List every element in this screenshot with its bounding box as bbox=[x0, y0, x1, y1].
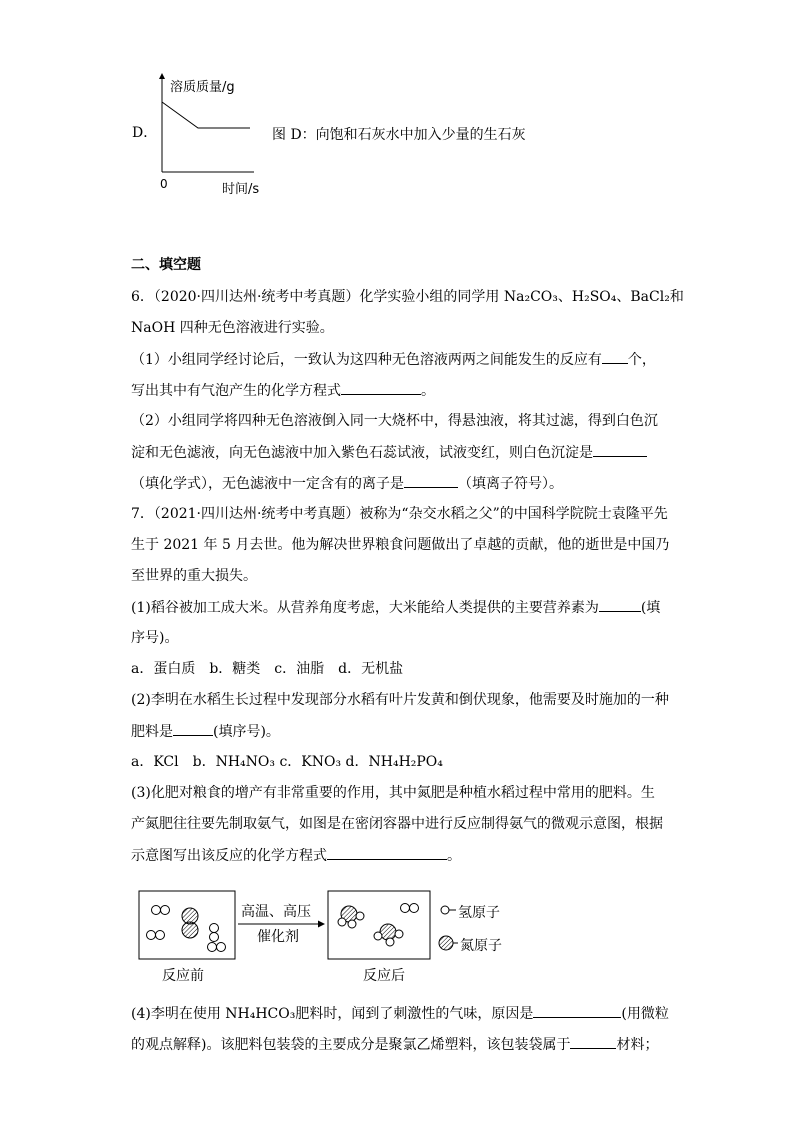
q7-p2c: (填序号)。 bbox=[213, 724, 280, 740]
q7-part2-line2 bbox=[131, 721, 280, 742]
after-label: 反应后 bbox=[363, 968, 405, 984]
q7-p4b: (用微粒 bbox=[621, 1006, 669, 1022]
before-h2-molecule-3 bbox=[210, 924, 219, 942]
before-h2-molecule-2 bbox=[147, 931, 165, 940]
q7-p3c: 示意图写出该反应的化学方程式 bbox=[131, 848, 327, 864]
q7-part3-line2: 产氮肥往往要先制取氨气，如图是在密闭容器中进行反应制得氨气的微观示意图，根据 bbox=[131, 816, 663, 832]
q7-line2: 生于 2021 年 5 月去世。他为解决世界粮食问题做出了卓越的贡献，他的逝世是中国乃 bbox=[131, 537, 670, 553]
q7-p3d: 。 bbox=[447, 848, 461, 864]
q7-p2b: 肥料是 bbox=[131, 724, 173, 740]
q7-part3-line3 bbox=[131, 845, 461, 866]
before-h2-molecule-1 bbox=[152, 906, 170, 915]
legend-nitrogen-icon bbox=[439, 936, 453, 950]
q6-p1a: （1）小组同学经讨论后，一致认为这四种无色溶液两两之间能发生的反应有 bbox=[131, 352, 602, 368]
q7-part2-options: a．KCl b．NH₄NO₃ c．KNO₃ d．NH₄H₂PO₄ bbox=[131, 754, 443, 770]
q7-line3: 至世界的重大损失。 bbox=[131, 568, 257, 584]
q7-part1-line2: 序号)。 bbox=[131, 630, 179, 646]
condition-bottom: 催化剂 bbox=[257, 929, 299, 945]
q7-line1: 7．（2021·四川达州·统考中考真题）被称为“杂交水稻之父”的中国科学院院士袁隆平先 bbox=[131, 506, 668, 522]
after-nh3-molecule-1 bbox=[338, 906, 364, 928]
q6-part2-line1: （2）小组同学将四种无色溶液倒入同一大烧杯中，得悬浊液，将其过滤，得到白色沉 bbox=[131, 413, 658, 429]
q6-blank-precipitate[interactable] bbox=[593, 442, 647, 457]
condition-top: 高温、高压 bbox=[241, 904, 311, 920]
q6-p1c: 写出其中有气泡产生的化学方程式 bbox=[131, 383, 341, 399]
legend-hydrogen-label: 氢原子 bbox=[458, 905, 500, 921]
legend-nitrogen-label: 氮原子 bbox=[460, 938, 502, 954]
section-title: 二、填空题 bbox=[131, 257, 201, 273]
q7-part1-line1 bbox=[131, 597, 660, 618]
q6-part2-line2 bbox=[131, 442, 647, 463]
q7-part3-line1: (3)化肥对粮食的增产有非常重要的作用，其中氮肥是种植水稻过程中常用的肥料。生 bbox=[131, 785, 655, 801]
q6-p2b: 淀和无色滤液，向无色滤液中加入紫色石蕊试液，试液变红，则白色沉淀是 bbox=[131, 445, 593, 461]
option-d-caption: 图 D：向饱和石灰水中加入少量的生石灰 bbox=[272, 127, 526, 143]
q6-line1: 6．（2020·四川达州·统考中考真题）化学实验小组的同学用 Na₂CO₃、H₂SO₄、BaCl₂和 bbox=[131, 289, 684, 305]
after-nh3-molecule-2 bbox=[374, 924, 403, 946]
q7-blank-nutrient[interactable] bbox=[599, 597, 641, 612]
q6-blank-ions[interactable] bbox=[404, 473, 458, 488]
q7-blank-reaction-equation[interactable] bbox=[327, 845, 447, 860]
q6-p1d: 。 bbox=[421, 383, 435, 399]
q6-part1-line1 bbox=[131, 349, 656, 370]
before-label: 反应前 bbox=[162, 968, 204, 984]
q7-blank-material[interactable] bbox=[570, 1034, 616, 1049]
y-axis-label: 溶质质量/g bbox=[170, 80, 235, 95]
origin-label: 0 bbox=[160, 177, 168, 191]
before-n2-molecule bbox=[182, 908, 198, 938]
option-d-label: D． bbox=[132, 125, 158, 141]
q7-p4a: (4)李明在使用 NH₄HCO₃肥料时，闻到了刺激性的气味，原因是 bbox=[131, 1006, 534, 1022]
q6-p2c: （填化学式），无色滤液中一定含有的离子是 bbox=[131, 476, 404, 492]
q7-p1a: (1)稻谷被加工成大米。从营养角度考虑，大米能给人类提供的主要营养素为 bbox=[131, 600, 599, 616]
q7-part4-line2 bbox=[131, 1034, 658, 1055]
q7-blank-fertilizer[interactable] bbox=[173, 721, 213, 736]
q7-part2-line1: (2)李明在水稻生长过程中发现部分水稻有叶片发黄和倒伏现象，他需要及时施加的一种 bbox=[131, 692, 669, 708]
q6-blank-count[interactable] bbox=[602, 349, 628, 364]
q6-p2d: （填离子符号）。 bbox=[458, 476, 563, 492]
legend-hydrogen-icon bbox=[441, 906, 449, 914]
q6-p1b: 个， bbox=[627, 352, 656, 368]
q7-p4c: 的观点解释)。该肥料包装袋的主要成分是聚氯乙烯塑料，该包装袋属于 bbox=[131, 1037, 571, 1053]
q7-part1-options: a．蛋白质 b．糖类 c．油脂 d．无机盐 bbox=[131, 661, 404, 677]
q6-part1-line2 bbox=[131, 380, 435, 401]
q6-line2: NaOH 四种无色溶液进行实验。 bbox=[131, 320, 334, 336]
q6-part2-line3 bbox=[131, 473, 563, 494]
q7-blank-smell-reason[interactable] bbox=[533, 1003, 621, 1018]
q7-p4d: 材料； bbox=[616, 1037, 659, 1053]
x-axis-label: 时间/s bbox=[222, 182, 260, 197]
before-h2-molecule-4 bbox=[208, 943, 226, 952]
solute-mass-line bbox=[162, 102, 250, 128]
q7-p1b: (填 bbox=[640, 600, 661, 616]
q6-blank-equation[interactable] bbox=[341, 380, 421, 395]
after-h2-molecule bbox=[401, 904, 419, 913]
q7-part4-line1 bbox=[131, 1003, 669, 1024]
